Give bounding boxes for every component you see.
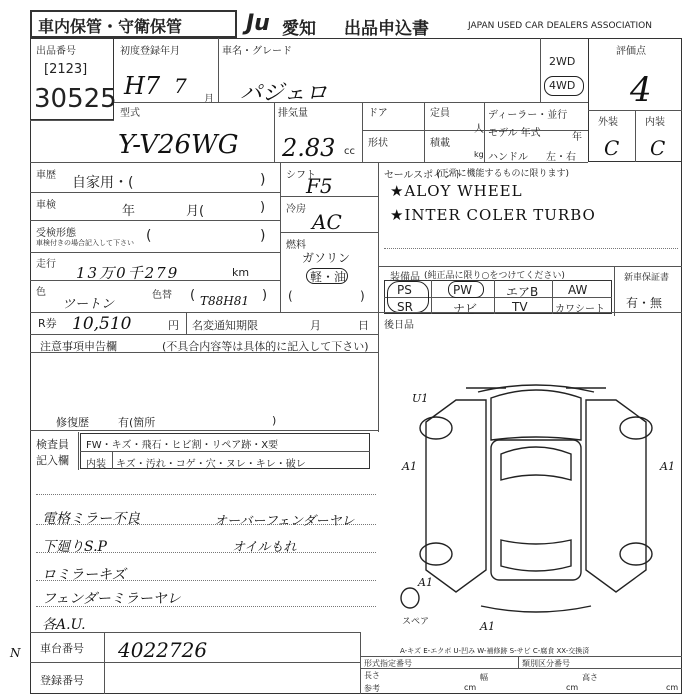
fuel-label: 燃料 [286,240,306,251]
cc-unit: cc [344,146,355,157]
note-3: ロミラーキズ [42,567,126,583]
color-change-label: 色替 [152,290,172,301]
sales-point-2: ★INTER COLER TURBO [390,206,596,224]
shape-label: 形状 [368,138,388,149]
org-name: 愛知 [282,19,316,39]
rear-window [501,540,571,571]
wheel-fl [420,417,452,439]
inspector-row-2: キズ・汚れ・コゲ・穴・ヌレ・キレ・破レ [116,459,306,470]
color-close: ) [262,288,268,303]
displacement-label: 排気量 [278,108,308,119]
transfer-paren: ( [146,228,152,244]
margin-mark: N [10,646,21,660]
mark-a1-bottom: A1 [480,620,495,633]
equip-navi: ナビ [453,302,478,316]
ju-logo: Ju [246,11,270,36]
grade-label: 評価点 [616,46,646,57]
lot-bracket: [2123] [44,62,88,77]
chassis-label: 車台番号 [40,642,84,655]
dealer-label: ディーラー・並行 [488,110,568,121]
recycle-label: R券 [38,317,57,330]
load-label: 積載 [430,138,450,149]
notes-note: (不具合内容等は具体的に記入して下さい) [162,340,369,353]
exterior-grade: C [604,136,620,160]
equipment-note: (純正品に限り○をつけてください) [424,271,565,281]
notes-label: 注意事項申告欄 [40,340,117,353]
shaken-label: 名変通知期限 [192,319,258,332]
note-6: オーバーフェンダーヤレ [214,514,355,529]
equip-pw: PW [453,283,473,297]
history-value: 自家用・( [72,175,134,191]
interior-grade: C [650,136,666,160]
wheel-rl [420,543,452,565]
car-name-label: 車名・グレード [222,46,292,57]
equip-airbag: エアB [506,285,539,299]
note-2: 下廻りS.P [42,539,107,555]
body-center [491,440,581,580]
history-close: ) [260,172,266,188]
inspector-row2-label: 内装 [86,459,106,470]
sales-point-label: セールスポイント [384,170,464,181]
equip-tv: TV [512,300,528,314]
handle-options: 左・右 [546,152,576,163]
capacity-label: 定員 [430,108,450,119]
displacement-value: 2.83 [282,134,336,162]
first-reg-month: 7 [174,74,187,98]
car-diagram [396,370,676,630]
color-code: T88H81 [200,294,250,308]
class-label: 類別区分番号 [522,659,570,668]
fuel-close: ) [360,289,365,303]
shift-label: シフト [286,170,316,181]
mileage-label: 走行 [36,259,56,270]
left-side-outline [426,400,486,592]
history-label: 車歴 [36,170,56,181]
reg-label: 登録番号 [40,674,84,687]
sales-point-1: ★ALOY WHEEL [390,182,523,200]
repair-close: ) [272,414,277,427]
wheel-fr [620,417,652,439]
inspector-label-2: 記入欄 [36,454,69,467]
front-roof-outline [491,390,581,440]
windshield [501,447,571,480]
interior-label: 内装 [645,117,665,128]
cm-2: cm [566,683,579,692]
ac-value: AC [312,210,342,234]
inspection-close: ) [260,200,266,215]
fuel-gas: ガソリン [302,251,351,265]
mileage-unit: km [232,266,250,279]
recycle-unit: 円 [168,319,179,332]
inspection-year: 年 [122,204,136,219]
grade-value: 4 [630,70,652,110]
inspector-label-1: 検査員 [36,438,69,451]
cm-3: cm [666,683,679,692]
right-side-outline [586,400,646,592]
fuel-paren: ( [288,289,293,303]
recycle-value: 10,510 [72,314,132,334]
model-value: Y-V26WG [118,130,239,160]
first-reg-label: 初度登録年月 [120,46,180,57]
color-value: ツートン [62,297,115,312]
lot-label: 出品番号 [36,46,76,57]
association-name: JAPAN USED CAR DEALERS ASSOCIATION [468,21,652,31]
lot-number: 30525 [34,84,117,114]
shaken-month: 月 [310,319,321,332]
transfer-close: ) [260,228,266,244]
repair-value: 有(箇所 [118,416,156,429]
exterior-label: 外装 [598,117,618,128]
car-name: パジェロ [240,81,328,106]
warranty-value: 有・無 [626,296,663,310]
mark-a1-right: A1 [660,460,675,473]
note-1: 電格ミラー不良 [42,511,140,527]
sales-point-note: (正常に機能するものに限ります) [436,169,570,179]
wheel-rr [620,543,652,565]
drive-4wd: 4WD [549,79,576,92]
transfer-note: 車検付きの場合記入して下さい [36,239,134,247]
equipment-label: 装備品 [390,272,420,283]
inspection-month: 月( [186,204,205,219]
damage-legend: A-キズ E-エクボ U-凹み W-補修跡 S-サビ C-腐食 XX-交換済 [400,647,590,655]
rear-bumper [481,606,591,612]
year-unit: 年 [572,132,582,143]
chassis-value: 4022726 [118,638,208,662]
equip-leather: カワシート [555,304,605,315]
note-7: オイルもれ [232,540,297,555]
after-date-label: 後日品 [384,320,414,331]
note-5: 各A.U. [42,617,86,633]
spare-wheel [401,588,419,608]
mark-a1-left: A1 [402,460,417,473]
mileage-value: 13万0千279 [76,264,180,282]
width-label: 幅 [480,673,488,682]
cert-label: 形式指定番号 [364,659,412,668]
ac-label: 冷房 [286,204,306,215]
fuel-diesel: 軽・油 [310,270,347,284]
front-bumper [478,385,594,392]
form-title: 出品申込書 [344,19,429,39]
equip-aw: AW [568,283,588,297]
shaken-day: 日 [358,319,369,332]
handle-label: ハンドル [488,152,528,163]
repair-label: 修復歴 [56,416,89,429]
transfer-label: 受検形態 [36,228,76,239]
month-unit: 月 [204,94,214,105]
mark-u1: U1 [412,392,429,405]
model-label: 型式 [120,108,140,119]
load-unit: kg [474,150,484,159]
cm-1: cm [464,683,477,692]
storage-title: 車内保管・守衛保管 [38,17,183,36]
equip-sr: SR [397,300,413,314]
drive-2wd: 2WD [549,55,576,68]
inspector-row-1: FW・キズ・飛石・ヒビ割・リペア跡・X要 [86,440,279,451]
model-year-label: モデル 年式 [488,128,541,139]
shift-value: F5 [306,174,333,198]
ref-label: 参考 [364,684,380,693]
spare-label: スペア [402,617,430,627]
color-paren: ( [190,288,196,303]
height-label: 高さ [582,673,598,682]
length-label: 長さ [364,671,380,680]
note-4: フェンダーミラーヤレ [42,591,181,607]
equip-ps: PS [397,283,412,297]
color-label: 色 [36,287,46,298]
warranty-label: 新車保証書 [624,273,670,283]
first-reg-era: H7 [124,72,161,100]
doors-label: ドア [368,108,388,119]
mark-a1-rear: A1 [418,576,433,589]
capacity-unit: 人 [474,124,484,135]
inspection-label: 車検 [36,200,56,211]
